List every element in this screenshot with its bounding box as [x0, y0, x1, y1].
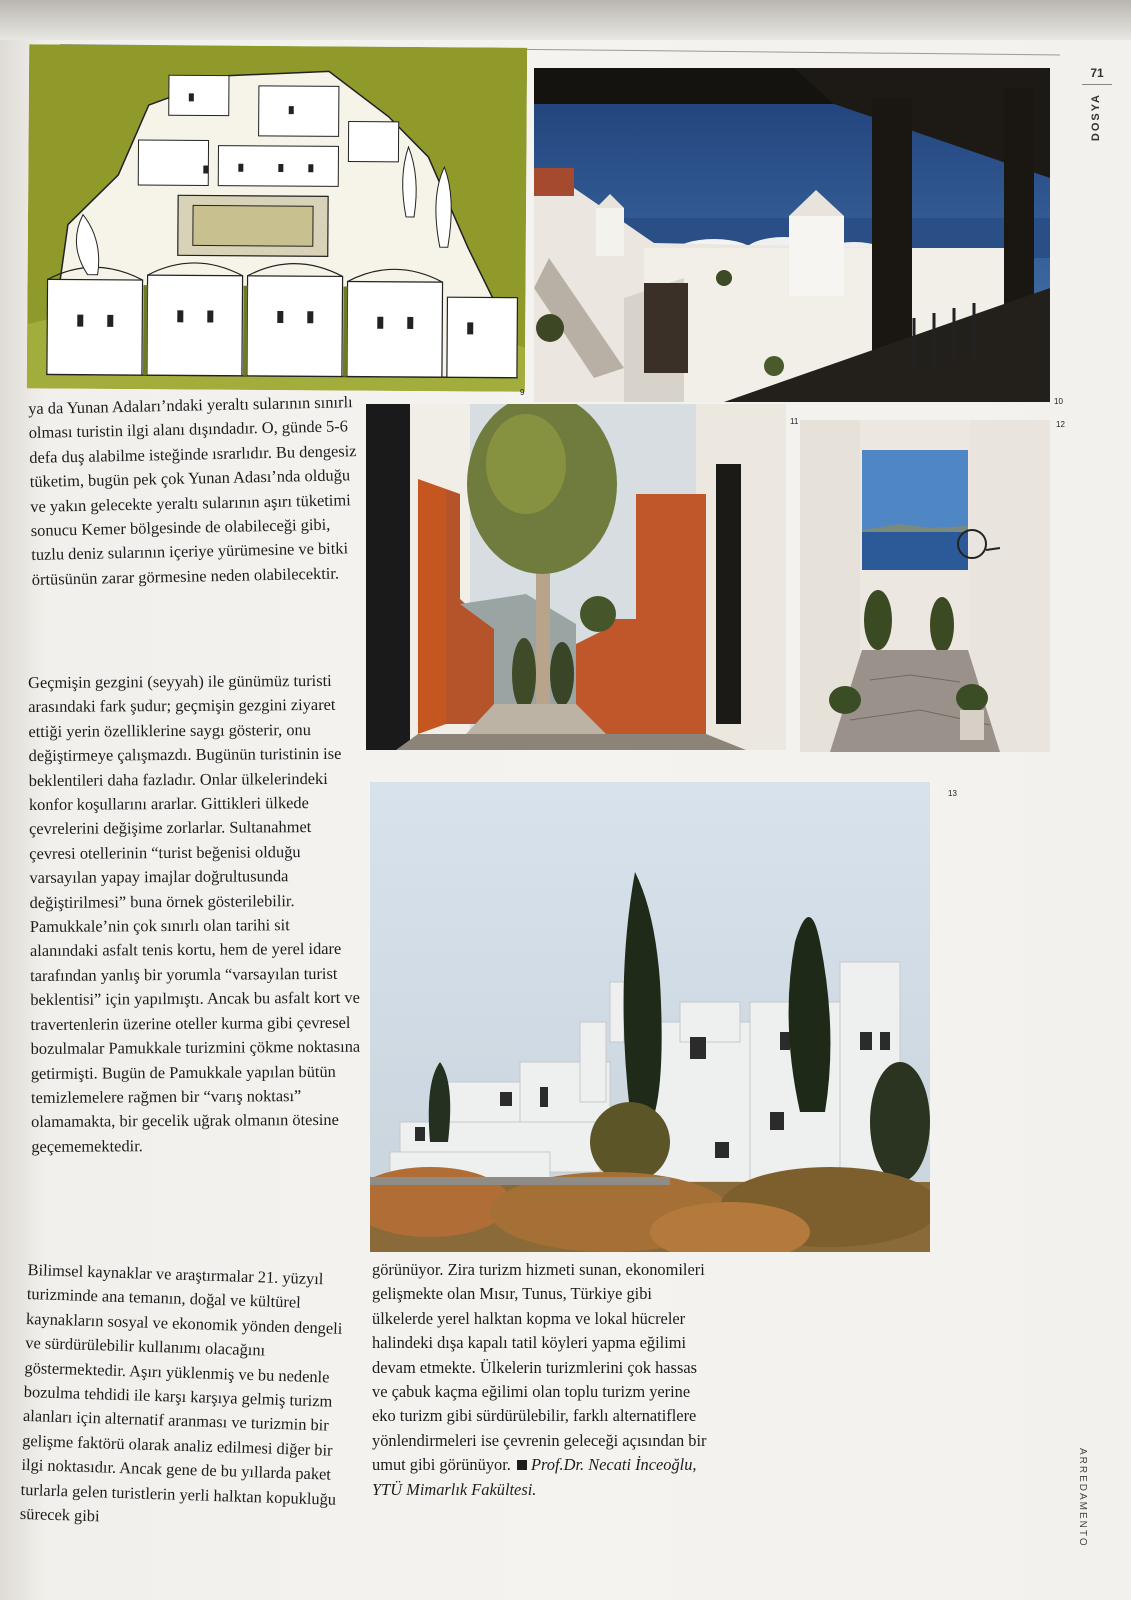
top-shadow — [0, 0, 1131, 40]
folio — [1082, 66, 1112, 141]
figure-11-photo — [366, 404, 786, 750]
figure-9-drawing — [27, 44, 527, 391]
paragraph-1: ya da Yunan Adaları’ndaki yeraltı sularının sınırlı olması turistin ilgi alanı dışındadır. O, günde 5-6 defa duş alabilme isteğinde ısrarlıdır. Bu dengesiz tüketim, bugün pek çok Yunan Adası’nda olduğu ve yakın gelecekte yeraltı sularının aşırı tüketimi sonucu Kemer bölgesinde de olabileceği gibi, tuzlu deniz sularının içeriye yürümesine ve bitki örtüsünün zarar görmesine neden olabilecektir. — [28, 392, 357, 589]
right-column — [372, 1258, 712, 1502]
paragraph-4-body: görünüyor. Zira turizm hizmeti sunan, ekonomileri gelişmekte olan Mısır, Tunus, Türkiye gibi ülkelerde yerel halktan kopma ve lokal hücreler halindeki dışa kapalı tatil köyleri yapma eğilimi devam etmekte. Ülkelerin turizmlerini çok hassas ve çabuk kaçma eğilimi olan toplu turizm yerine eko turizm gibi sürdürülebilir, farklı alternatiflere yönlendirmeleri ise çevrenin geleceği açısından bir umut gibi görünüyor. — [372, 1260, 707, 1475]
page-number: 71 — [1082, 66, 1112, 85]
figure-10-photo — [534, 68, 1050, 402]
section-label: DOSYA — [1090, 93, 1102, 142]
figure-9-number: 9 — [520, 388, 525, 397]
paragraph-4 — [372, 1258, 712, 1502]
author-name: Prof.Dr. Necati İnceoğlu, — [530, 1455, 697, 1475]
paragraph-2: Geçmişin gezgini (seyyah) ile günümüz turisti arasındaki fark şudur; geçmişin gezgini ziyaret ettiği yerin özelliklerine saygı gösterir, onu değiştirmeye çalışmazdı. Bugünün turistinin ise beklentileri daha fazladır. Onlar ülkelerindeki konfor koşullarını ararlar. Gittikleri ülkede çevrelerini değişime zorlarlar. Sultanahmet çevresi otellerinin “turist beğenisi olduğu varsayılan yapay imajlar doğrultusunda değiştirilmesi” buna örnek gösterilebilir. Pamukkale’nin çok sınırlı olan tarihi sit alanındaki asfalt tenis kortu, hem de yerel idare tarafından yanlış bir yorumla “varsayılan turist beklentisi” için yapılmıştı. Ancak bu asfalt kort ve travertenlerin üzerine oteller kurma gibi çevresel bozulmalar Pamukkale turizmini çökme noktasına getirmişti. Bugün de Pamukkale yapılan bütün temizlemelere rağmen bir “varış noktası” olamamakta, bir gecelik uğrak olmanın ötesine geçememektedir. — [28, 670, 361, 1156]
figure-13-number: 13 — [948, 789, 957, 798]
end-mark — [517, 1460, 527, 1470]
magazine-name: ARREDAMENTO — [1077, 1448, 1088, 1548]
figure-12-photo — [800, 420, 1050, 752]
paragraph-3: Bilimsel kaynaklar ve araştırmalar 21. yüzyıl turizminde ana temanın, doğal ve kültürel kaynakların sosyal ve ekonomik yönden dengeli ve sürdürülebilir kullanımı olacağını göstermektedir. Aşırı yüklenmiş ve bu nedenle bozulma tehdidi ile karşı karşıya gelmiş turizm alanları için alternatif aranması ve turizmin bir gelişme faktörü olarak analiz edilmesi diğer bir ilgi noktasıdır. Ancak gene de bu yıllarda paket turlarla gelen turistlerin yerli halktan kopukluğu sürecek gibi — [19, 1259, 343, 1526]
left-column-bottom — [20, 1258, 358, 1537]
figure-12-number: 12 — [1056, 420, 1065, 429]
figure-11-number: 11 — [790, 417, 799, 426]
figure-13-photo — [370, 782, 930, 1252]
author-affiliation: YTÜ Mimarlık Fakültesi. — [372, 1479, 537, 1499]
left-column-top — [28, 390, 362, 592]
figure-10-number: 10 — [1054, 397, 1063, 406]
left-column-mid — [28, 669, 361, 1159]
